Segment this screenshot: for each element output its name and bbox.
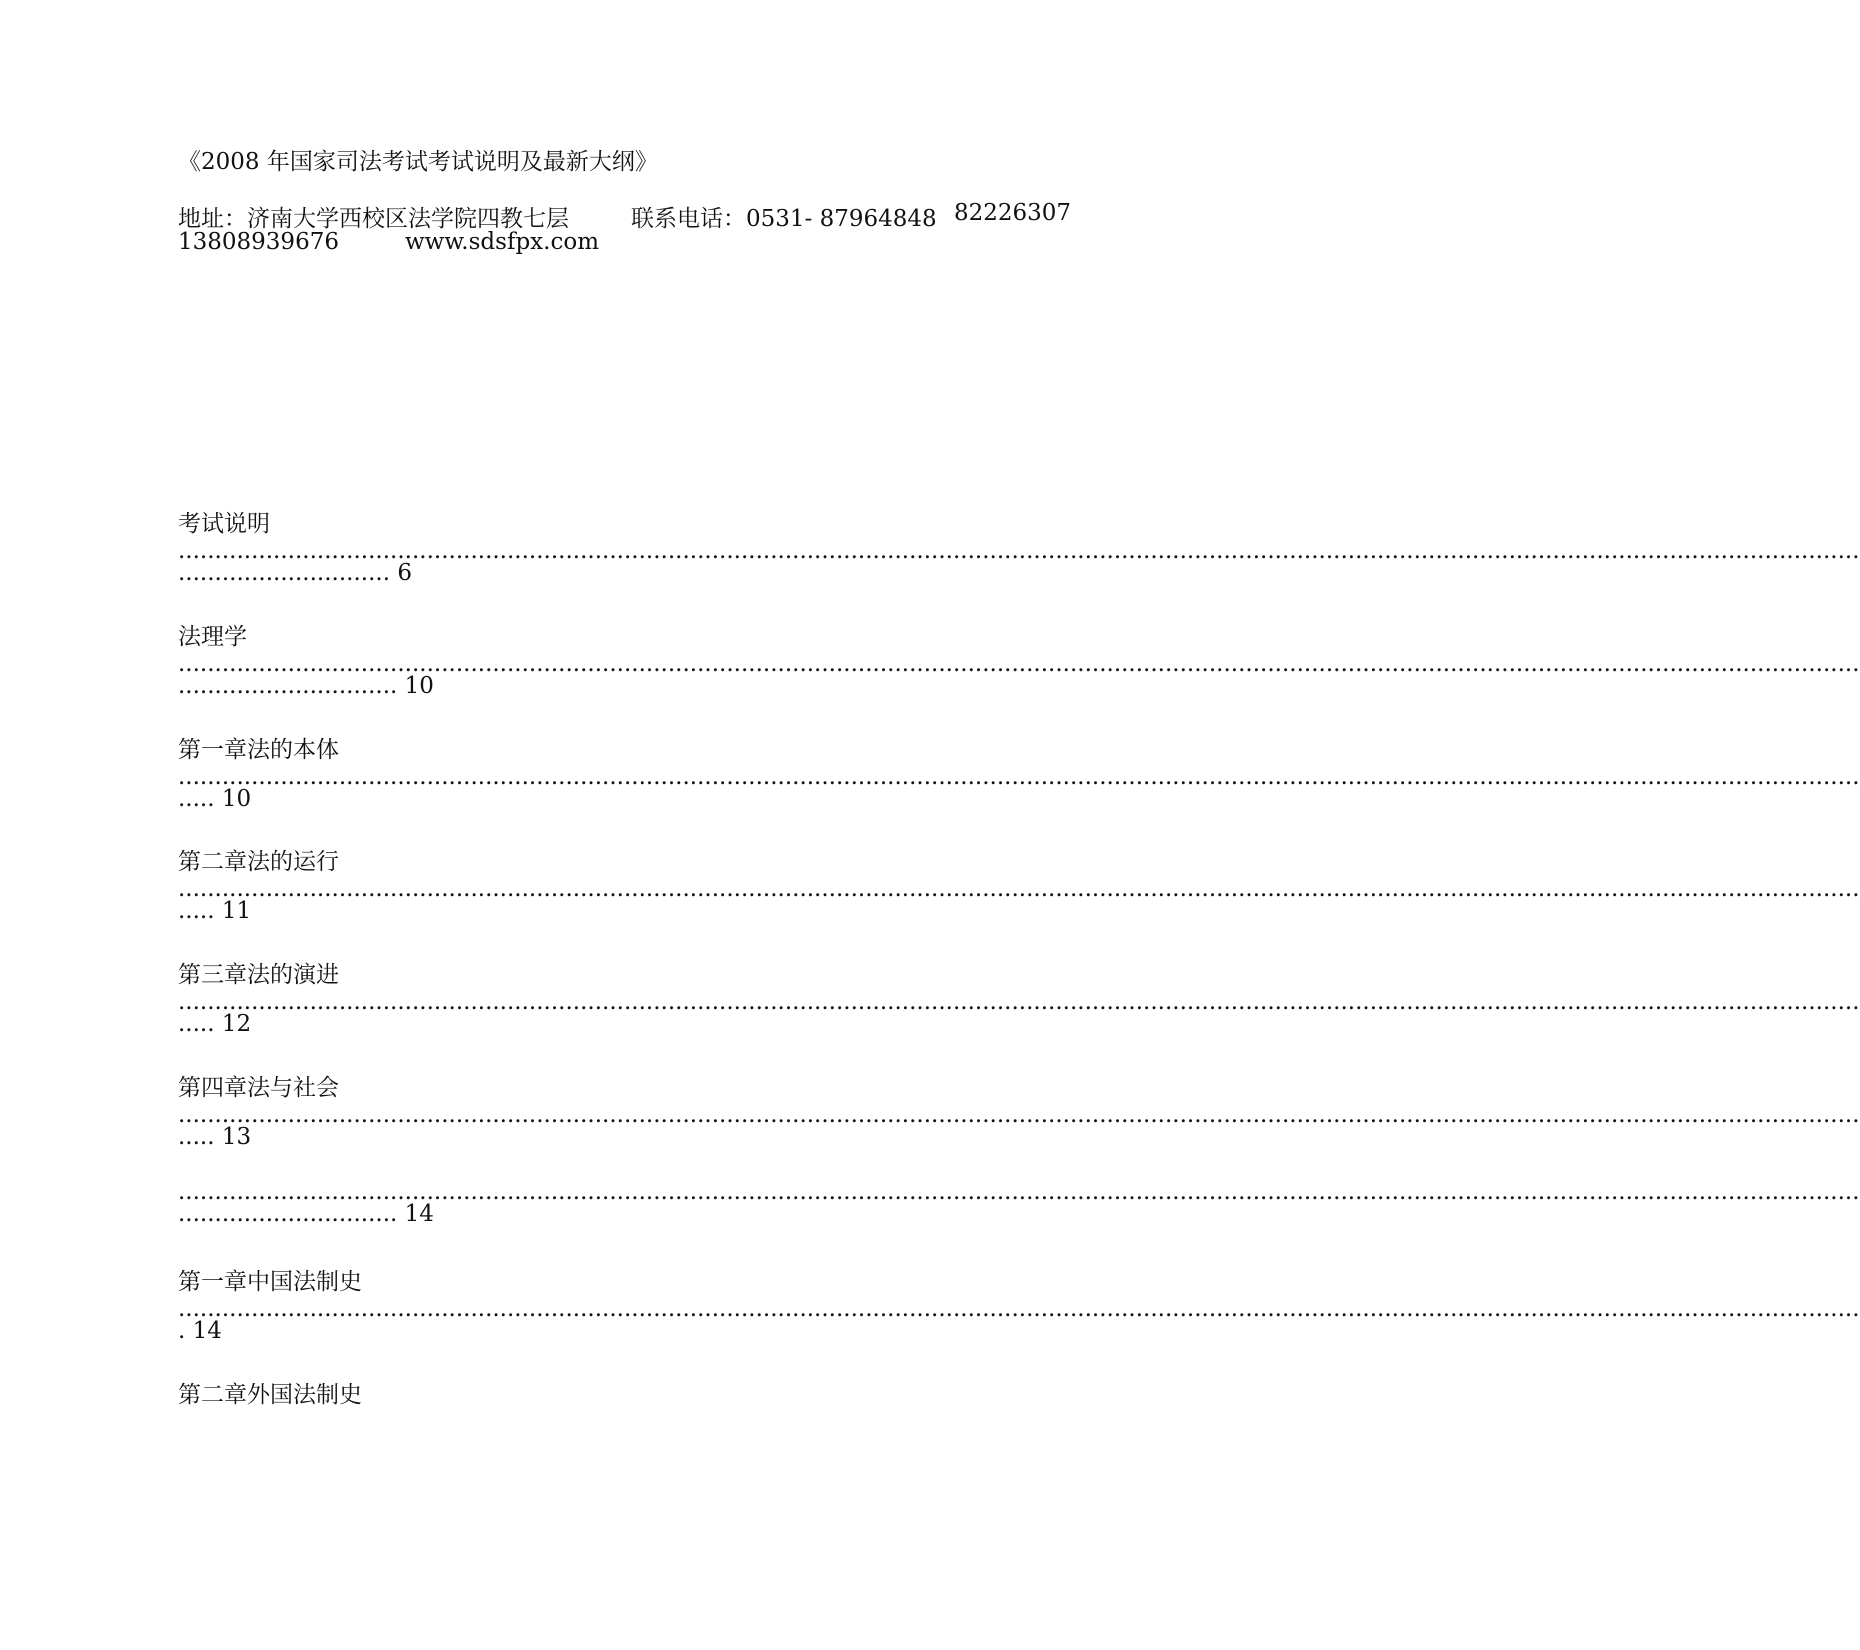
toc-entry-label[interactable]: 第二章外国法制史 [178,1382,362,1408]
toc-entry-label[interactable]: 法理学 [178,624,247,650]
toc-page-number: ..... 12 [178,1011,252,1037]
website-link[interactable]: www.sdsfpx.com [404,229,599,255]
toc-entry-label[interactable]: 第四章法与社会 [178,1075,339,1101]
toc-dot-leader: ...................................................................................................................................................................................................................................... [178,876,1860,902]
toc-page-number: .............................. 10 [178,673,434,699]
toc-dot-leader: ...................................................................................................................................................................................................................................... [178,1179,1860,1205]
toc-dot-leader: ...................................................................................................................................................................................................................................... [178,1102,1860,1128]
phone-number-3: 13808939676 [178,229,339,255]
toc-page-number: . 14 [178,1318,222,1344]
toc-page-number: ..... 13 [178,1124,252,1150]
toc-entry-label[interactable]: 第一章法的本体 [178,737,339,763]
toc-entry-label[interactable]: 第一章中国法制史 [178,1269,362,1295]
address-text: 地址：济南大学西校区法学院四教七层 [178,206,569,232]
phone-number-2: 82226307 [954,200,1072,226]
toc-entry-label[interactable]: 第三章法的演进 [178,962,339,988]
toc-page-number: ..... 11 [178,898,252,924]
toc-dot-leader: ...................................................................................................................................................................................................................................... [178,538,1860,564]
toc-page-number: ..... 10 [178,786,252,812]
toc-dot-leader: ...................................................................................................................................................................................................................................... [178,764,1860,790]
phone-label: 联系电话：0531- 87964848 [631,206,937,232]
toc-entry-label[interactable]: 考试说明 [178,511,270,537]
toc-page-number: .............................. 14 [178,1201,434,1227]
toc-entry-label[interactable]: 第二章法的运行 [178,849,339,875]
document-title: 《2008 年国家司法考试考试说明及最新大纲》 [178,149,658,175]
toc-dot-leader: ...................................................................................................................................................................................................................................... [178,989,1860,1015]
toc-page-number: ............................. 6 [178,560,412,586]
toc-dot-leader: ...................................................................................................................................................................................................................................... [178,651,1860,677]
contact-line-2 [178,229,599,255]
toc-dot-leader: ...................................................................................................................................................................................................................................... [178,1296,1860,1322]
